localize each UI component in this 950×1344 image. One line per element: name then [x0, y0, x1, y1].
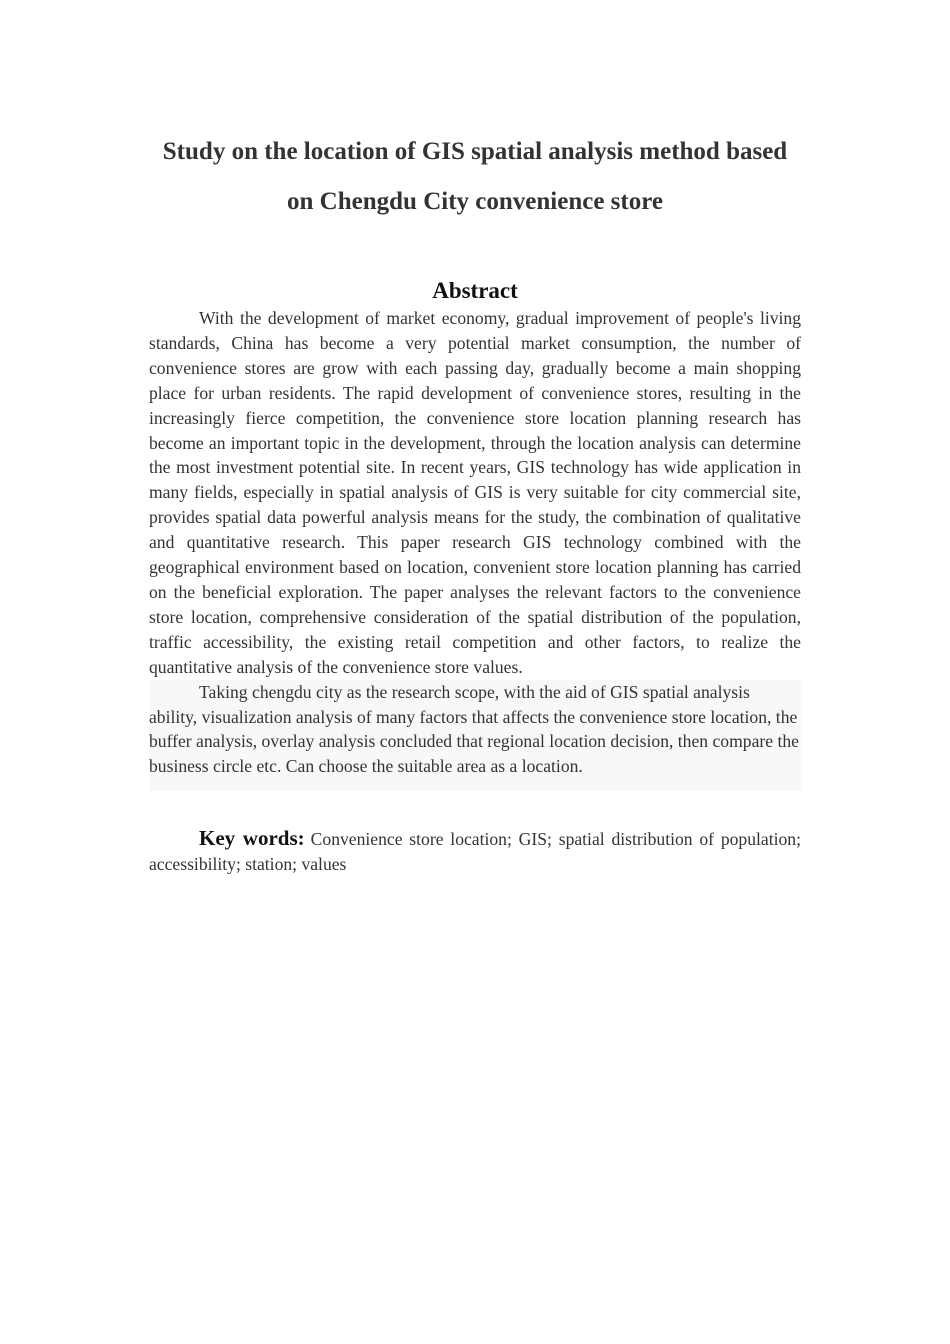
abstract-heading: Abstract [432, 278, 518, 303]
paper-title: Study on the location of GIS spatial analysis method based on Chengdu City convenience store [162, 138, 788, 215]
keywords-text: Convenience store location; GIS; spatial distribution of population; accessibility; station; values [149, 829, 801, 875]
keywords-label: Key words: [199, 826, 305, 851]
document-page [149, 0, 801, 877]
keywords-line [149, 826, 801, 877]
abstract-paragraph-2: Taking chengdu city as the research scope, with the aid of GIS spatial analysis ability, visualization analysis of many factors that affects the convenience store location, the buffer analysis, overlay analysis concluded that regional location decision, then compare the business circle etc. Can choose the suitable area as a location. [149, 680, 801, 792]
abstract-paragraph-1: With the development of market economy, gradual improvement of people's living standards, China has become a very potential market consumption, the number of convenience stores are grow with each passing day, gradually become a main shopping place for urban residents. The rapid development of convenience stores, resulting in the increasingly fierce competition, the convenience store location planning research has become an important topic in the development, through the location analysis can determine the most investment potential site. In recent years, GIS technology has wide application in many fields, especially in spatial analysis of GIS is very suitable for city commercial site, provides spatial data powerful analysis means for the study, the combination of qualitative and quantitative research. This paper research GIS technology combined with the geographical environment based on location, convenient store location planning has carried on the beneficial exploration. The paper analyses the relevant factors to the convenience store location, comprehensive consideration of the spatial distribution of the population, traffic accessibility, the existing retail competition and other factors, to realize the quantitative analysis of the convenience store values. [149, 308, 801, 677]
